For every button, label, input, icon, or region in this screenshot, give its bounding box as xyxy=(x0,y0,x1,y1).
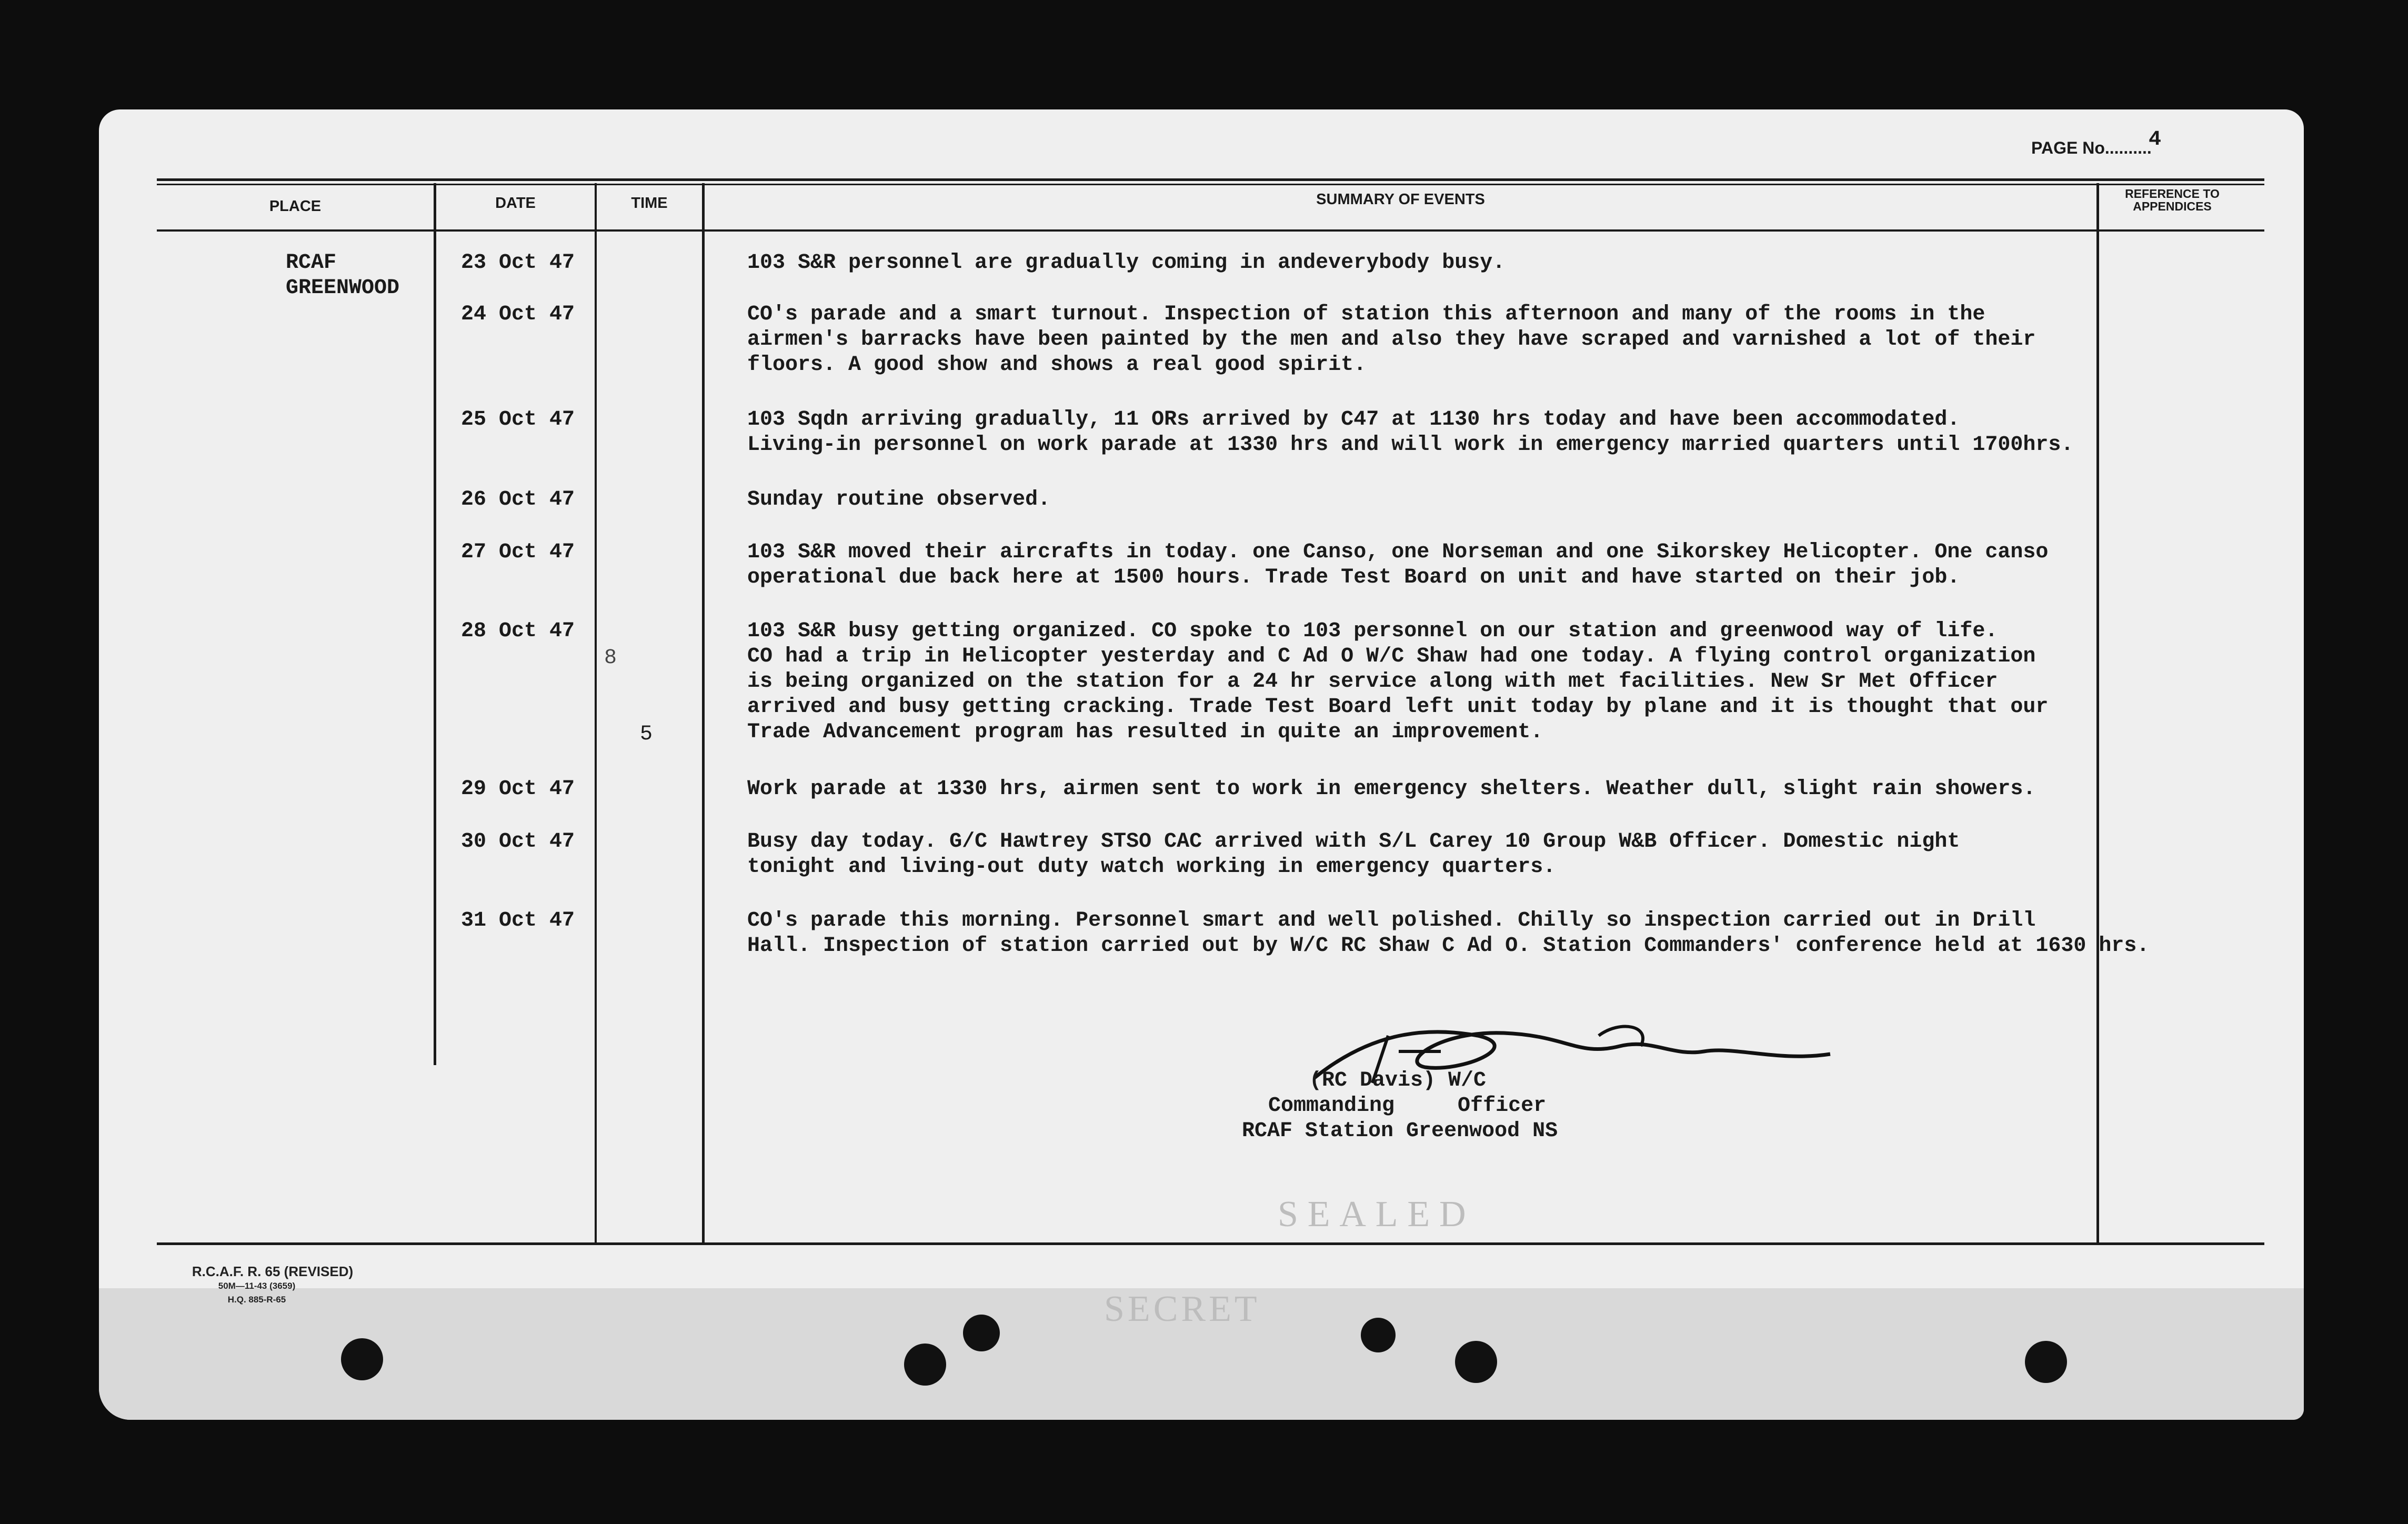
place-line-2: GREENWOOD xyxy=(286,276,400,300)
entry-summary-9: CO's parade this morning. Personnel smart and well polished. Chilly so inspection carried out in Drill Hall. Inspection of station carried out by W/C RC Shaw C Ad O. Station Commanders' conference held at 1630 hrs. xyxy=(747,909,2150,958)
entry-date-9: 31 Oct 47 xyxy=(461,909,575,933)
punch-hole-4 xyxy=(1361,1318,1396,1352)
signature-title: Commanding Officer xyxy=(1268,1094,1547,1118)
form-hq-file: H.Q. 885-R-65 xyxy=(227,1295,286,1305)
entry-summary-5: 103 S&R moved their aircrafts in today. one Canso, one Norseman and one Sikorskey Helicopter. One canso operational due back here at 1500 hours. Trade Test Board on unit and have started on their job. xyxy=(747,540,2049,589)
entry-date-5: 27 Oct 47 xyxy=(461,540,575,564)
punch-hole-1 xyxy=(341,1338,383,1380)
entry-date-1: 23 Oct 47 xyxy=(461,251,575,275)
top-rule-2 xyxy=(157,184,2264,185)
entry-date-8: 30 Oct 47 xyxy=(461,830,575,854)
table-bottom-rule xyxy=(157,1242,2264,1245)
punch-hole-2 xyxy=(904,1343,946,1386)
column-header-summary: SUMMARY OF EVENTS xyxy=(1316,191,1485,208)
bleed-through-mark-1: S E A L E D xyxy=(1278,1194,1469,1235)
col-rule-date-time xyxy=(595,183,597,1242)
entry-summary-2: CO's parade and a smart turnout. Inspection of station this afternoon and many of the rooms in the airmen's barracks have been painted by the men and also they have scraped and varnished a lot of their floors. A good show and shows a real good spirit. xyxy=(747,303,2036,377)
page-number-label xyxy=(2031,138,2152,158)
entry-date-3: 25 Oct 47 xyxy=(461,408,575,432)
signature-station: RCAF Station Greenwood NS xyxy=(1242,1119,1558,1143)
signature-name: (RC Davis) W/C xyxy=(1309,1069,1487,1092)
punch-hole-5 xyxy=(1455,1341,1497,1383)
diary-sheet xyxy=(99,109,2304,1420)
page-label-text: PAGE No. xyxy=(2031,138,2110,157)
header-bottom-rule xyxy=(157,229,2264,232)
place-line-1: RCAF xyxy=(286,251,337,275)
entry-date-7: 29 Oct 47 xyxy=(461,777,575,801)
page-number-value: 4 xyxy=(2149,128,2162,152)
entry-date-2: 24 Oct 47 xyxy=(461,303,575,326)
entry-summary-1: 103 S&R personnel are gradually coming in andeverybody busy. xyxy=(747,251,1506,275)
entry-summary-4: Sunday routine observed. xyxy=(747,488,1051,512)
time-margin-mark-1: 8 xyxy=(604,646,617,670)
column-header-time: TIME xyxy=(631,195,668,212)
entry-summary-3: 103 Sqdn arriving gradually, 11 ORs arrived by C47 at 1130 hrs today and have been accommodated. Living-in personnel on work parade at 1330 hrs and will work in emergency married quarters until 1700hrs. xyxy=(747,408,2074,457)
page-number-dots: ......... xyxy=(2109,138,2152,157)
punch-hole-3 xyxy=(963,1315,1000,1351)
time-margin-mark-2: 5 xyxy=(640,723,653,746)
punch-hole-6 xyxy=(2025,1341,2067,1383)
entry-date-4: 26 Oct 47 xyxy=(461,488,575,512)
top-rule-1 xyxy=(157,178,2264,181)
entry-summary-8: Busy day today. G/C Hawtrey STSO CAC arrived with S/L Carey 10 Group W&B Officer. Domestic night tonight and living-out duty watch working in emergency quarters. xyxy=(747,830,1960,879)
entry-date-6: 28 Oct 47 xyxy=(461,619,575,643)
column-header-reference: REFERENCE TO APPENDICES xyxy=(2125,187,2220,213)
column-header-place: PLACE xyxy=(269,198,322,215)
form-number: R.C.A.F. R. 65 (REVISED) xyxy=(192,1264,354,1279)
col-rule-time-summary xyxy=(702,183,705,1242)
entry-summary-7: Work parade at 1330 hrs, airmen sent to work in emergency shelters. Weather dull, slight rain showers. xyxy=(747,777,2036,801)
bleed-through-mark-2: SECRET xyxy=(1104,1289,1260,1329)
entry-summary-6: 103 S&R busy getting organized. CO spoke to 103 personnel on our station and greenwood way of life. CO had a trip in Helicopter yesterday and C Ad O W/C Shaw had one today. A flying control organization is being organized on the station for a 24 hr service along with met facilities. New Sr Met Officer arrived and busy getting cracking. Trade Test Board left unit today by plane and it is thought that our Trade Advancement program has resulted in quite an improvement. xyxy=(747,619,2049,744)
col-rule-place-date xyxy=(434,183,436,1065)
column-header-date: DATE xyxy=(495,195,536,212)
form-print-run: 50M—11-43 (3659) xyxy=(218,1281,296,1291)
